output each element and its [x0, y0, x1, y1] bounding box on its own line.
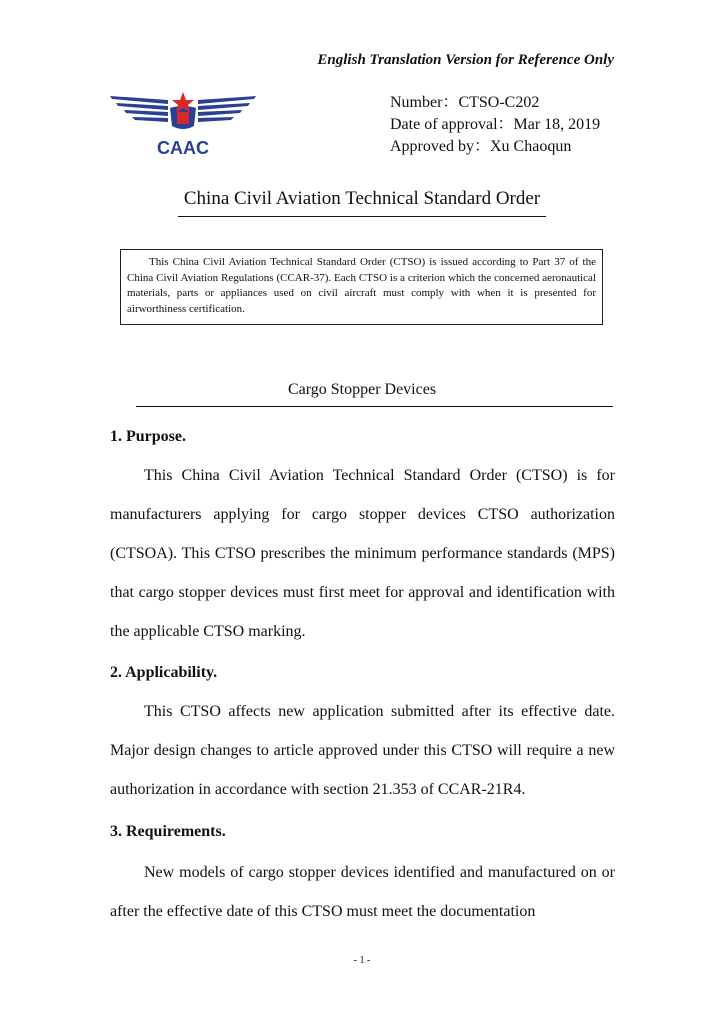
notice-text: This China Civil Aviation Technical Standard Order (CTSO) is issued according to Part 37 of the China Civil Aviation Regulations (CCAR-37). Each CTSO is a criterion which the concerned aeronautical materials, parts or appliances used on civil aircraft must comply with when it is presented for airworthiness certification. — [127, 256, 596, 315]
approval-date-label: Date of approval： — [390, 116, 514, 133]
document-meta — [390, 92, 600, 158]
approval-date-row — [390, 114, 600, 136]
section-heading: 3. Requirements. — [110, 823, 226, 840]
number-label: Number： — [390, 94, 459, 111]
logo-text: CAAC — [157, 138, 209, 158]
section-body: New models of cargo stopper devices identified and manufactured on or after the effective date of this CTSO must meet the documentation — [110, 864, 615, 920]
translation-note: English Translation Version for Reference Only — [317, 52, 614, 68]
section-heading: 1. Purpose. — [110, 428, 186, 445]
title-underline — [178, 216, 546, 217]
number-value: CTSO-C202 — [458, 94, 540, 111]
approved-by-value: Xu Chaoqun — [490, 138, 572, 155]
number-row — [390, 92, 600, 114]
notice-box — [120, 249, 603, 325]
approved-by-label: Approved by： — [390, 138, 490, 155]
subject-underline — [136, 406, 613, 407]
document-title: China Civil Aviation Technical Standard Order — [183, 188, 541, 209]
approval-date-value: Mar 18, 2019 — [513, 116, 601, 133]
page-number: - 1 - — [353, 955, 371, 966]
approved-by-row — [390, 136, 600, 158]
subject-title: Cargo Stopper Devices — [287, 381, 437, 398]
section-heading: 2. Applicability. — [110, 664, 218, 681]
section-body: This CTSO affects new application submitted after its effective date. Major design changes to article approved under this CTSO will require a new authorization in accordance with section 21.353 of CCAR-21R4. — [110, 703, 615, 798]
section-body: This China Civil Aviation Technical Standard Order (CTSO) is for manufacturers applying for cargo stopper devices CTSO authorization (CTSOA). This CTSO prescribes the minimum performance standards (MPS) that cargo stopper devices must first meet for approval and identification with the applicable CTSO marking. — [110, 467, 615, 640]
caac-logo — [108, 90, 258, 160]
